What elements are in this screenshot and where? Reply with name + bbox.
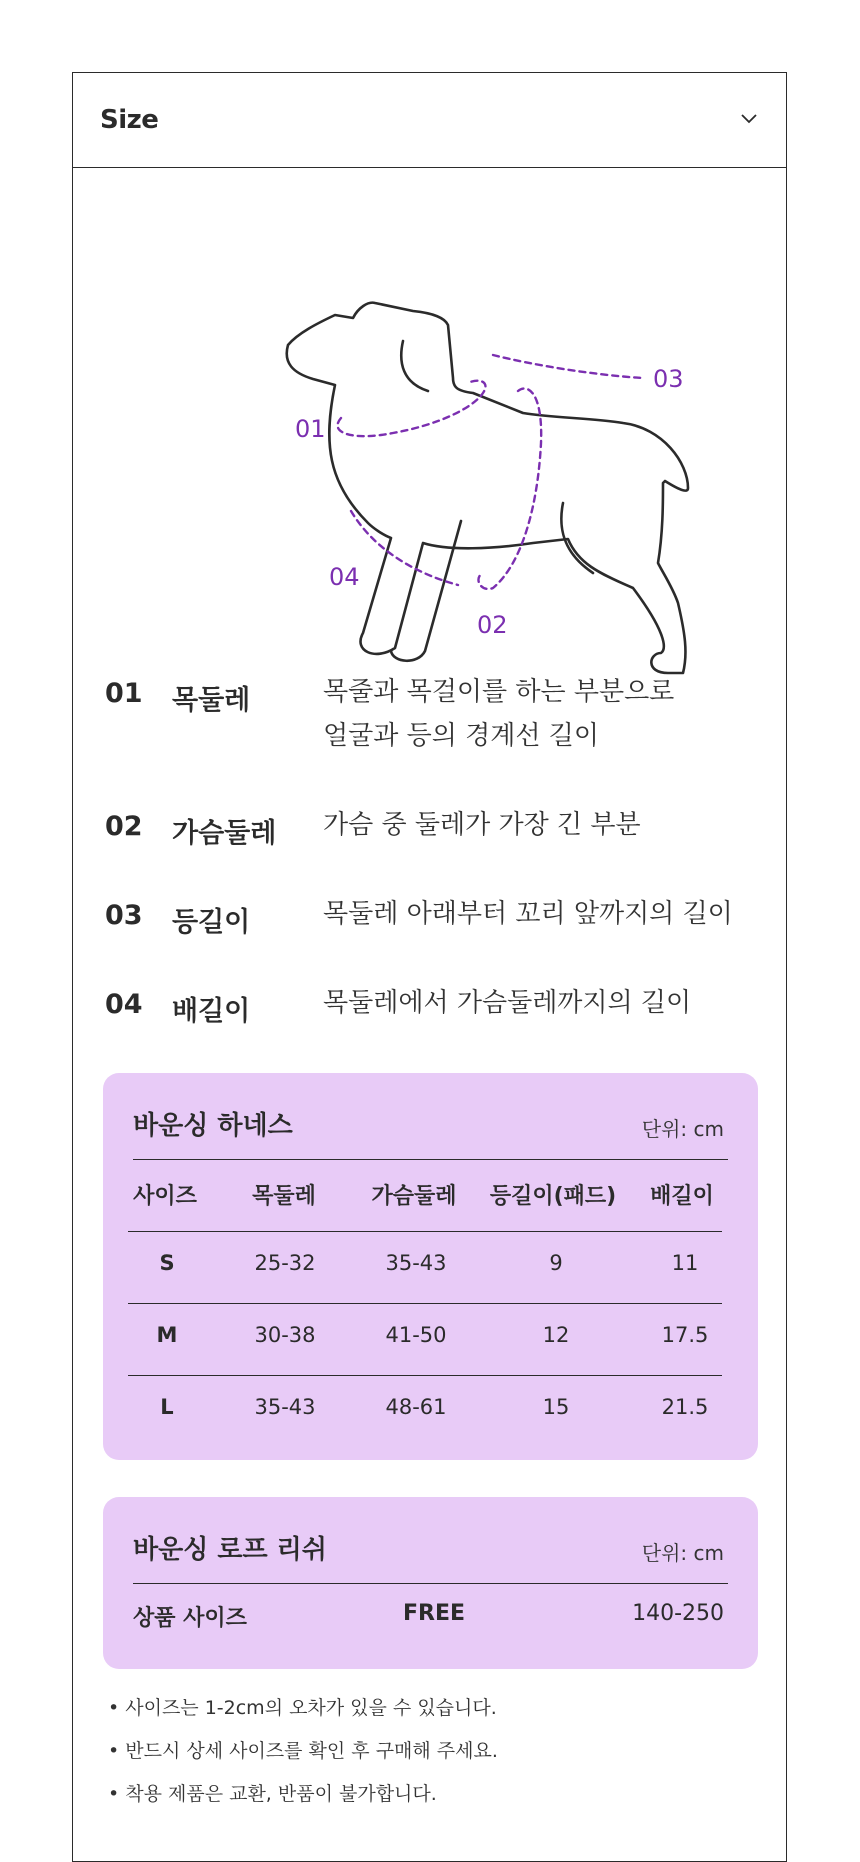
definition-name: 등길이	[172, 907, 251, 938]
definition-desc: 목둘레에서 가슴둘레까지의 길이	[323, 988, 692, 1018]
harness-size-card	[103, 1073, 758, 1460]
harness-unit: 단위: cm	[641, 1117, 724, 1141]
definition-name: 배길이	[172, 996, 251, 1027]
definition-number: 02	[105, 811, 143, 842]
table-cell: 30-38	[254, 1323, 316, 1347]
definition-desc: 목둘레 아래부터 꼬리 앞까지의 길이	[323, 899, 733, 929]
size-notes	[108, 1693, 498, 1822]
table-cell: 15	[542, 1395, 570, 1419]
harness-title: 바운싱 하네스	[133, 1111, 293, 1141]
table-cell: 35-43	[385, 1251, 447, 1275]
leash-size-value: 140-250	[632, 1601, 724, 1626]
divider	[133, 1159, 728, 1160]
table-cell: S	[159, 1251, 175, 1275]
leash-size-name: FREE	[403, 1601, 466, 1626]
table-cell: 17.5	[661, 1323, 709, 1347]
table-cell: 25-32	[254, 1251, 316, 1275]
definition-number: 04	[105, 989, 143, 1020]
leash-title: 바운싱 로프 리쉬	[133, 1535, 327, 1565]
diagram-label-03: 03	[653, 365, 684, 393]
dog-measurement-diagram	[223, 223, 703, 723]
definition-name: 목둘레	[172, 685, 251, 716]
diagram-label-01: 01	[295, 415, 326, 443]
definition-number: 01	[105, 678, 143, 709]
table-cell: 11	[671, 1251, 699, 1275]
leash-size-card	[103, 1497, 758, 1669]
diagram-label-04: 04	[329, 563, 360, 591]
definition-name: 가슴둘레	[172, 818, 277, 849]
column-header: 가슴둘레	[371, 1184, 457, 1209]
definition-number: 03	[105, 900, 143, 931]
column-header: 배길이	[650, 1184, 714, 1209]
chevron-down-icon[interactable]	[740, 113, 758, 125]
column-header: 사이즈	[133, 1184, 197, 1209]
column-header: 목둘레	[252, 1184, 316, 1209]
table-cell: L	[160, 1395, 174, 1419]
column-header: 등길이(패드)	[489, 1184, 617, 1209]
leash-unit: 단위: cm	[641, 1541, 724, 1565]
table-cell: 35-43	[254, 1395, 316, 1419]
table-cell: 48-61	[385, 1395, 447, 1419]
section-title: Size	[100, 105, 159, 135]
table-cell: 41-50	[385, 1323, 447, 1347]
note-item: • 착용 제품은 교환, 반품이 불가합니다.	[108, 1783, 437, 1805]
diagram-label-02: 02	[477, 611, 508, 639]
divider	[133, 1583, 728, 1584]
definition-desc: 목줄과 목걸이를 하는 부분으로 얼굴과 등의 경계선 길이	[323, 677, 675, 751]
table-cell: M	[156, 1323, 178, 1347]
leash-size-label: 상품 사이즈	[133, 1606, 247, 1631]
table-cell: 21.5	[661, 1395, 709, 1419]
table-cell: 9	[549, 1251, 563, 1275]
size-accordion-header[interactable]	[73, 73, 786, 168]
definition-desc: 가슴 중 둘레가 가장 긴 부분	[323, 810, 641, 840]
size-panel	[72, 72, 787, 1862]
note-item: • 반드시 상세 사이즈를 확인 후 구매해 주세요.	[108, 1740, 498, 1762]
table-cell: 12	[542, 1323, 570, 1347]
note-item: • 사이즈는 1-2cm의 오차가 있을 수 있습니다.	[108, 1697, 497, 1719]
